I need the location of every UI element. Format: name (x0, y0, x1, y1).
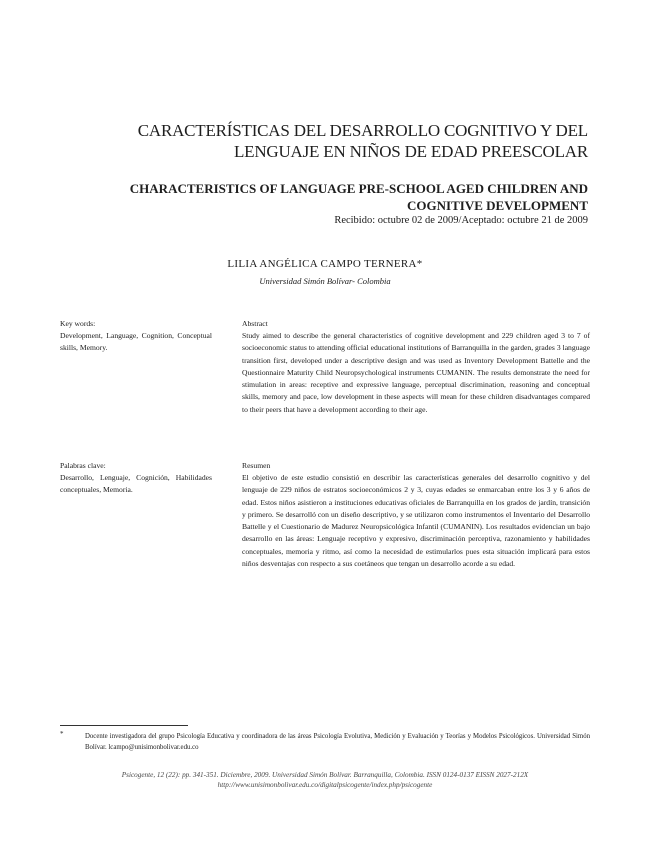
abstract-label: Abstract (242, 319, 268, 328)
author-affiliation: Universidad Simón Bolívar- Colombia (259, 276, 391, 286)
palabras-clave-label: Palabras clave: (60, 461, 106, 470)
title-english: CHARACTERISTICS OF LANGUAGE PRE-SCHOOL AGED CHILDREN AND COGNITIVE DEVELOPMENT (129, 181, 588, 213)
received-accepted-dates: Recibido: octubre 02 de 2009/Aceptado: octubre 21 de 2009 (334, 215, 588, 226)
resumen-text: El objetivo de este estudio consistió en describir las características generales del desarrollo cognitivo y del lenguaje de 229 niños de estratos socioeconómicos 2 y 3, cuyas edades se enmarcaban entre los 3 y 6 años de edad. Estos niños asistieron a instituciones educativas oficiales de Barranquilla en los grados de jardín, transición y primero. Se desarrolló con un diseño descriptivo, y se utilizaron como instrumentos el Inventario del Desarrollo Battelle y el Cuestionario de Madurez Neuropsicológica Infantil (CUMANIN). Los resultados evidencian un bajo desarrollo en las áreas: Lenguaje receptivo y expresivo, discriminación perceptiva, razonamiento y habilidades conceptuales, memoria y ritmo, así como la necesidad de estimularlos pues esta situación implicará para estos niños desventajas con respecto a sus coetáneos que tengan un desarrollo acorde a su edad. (242, 473, 590, 569)
resumen-label: Resumen (242, 461, 271, 470)
footer-url[interactable]: http://www.unisimonbolivar.edu.co/digitalpsicogente/index.php/psicogente (217, 781, 433, 789)
footnote-marker: * (60, 730, 64, 738)
footnote-text: Docente investigadora del grupo Psicología Educativa y coordinadora de las áreas Psicología Evolutiva, Medición y Evaluación y Teorías y Modelos Psicológicos. Universidad Simón Bolívar. lcampo@unisimonbolivar.edu.co (85, 733, 590, 751)
palabras-clave-text: Desarrollo, Lenguaje, Cognición, Habilidades conceptuales, Memoria. (60, 473, 212, 495)
keywords-text: Development, Language, Cognition, Conceptual skills, Memory. (60, 331, 212, 353)
footnote-divider (60, 725, 188, 726)
title-spanish: CARACTERÍSTICAS DEL DESARROLLO COGNITIVO Y DEL LENGUAJE EN NIÑOS DE EDAD PREESCOLAR (137, 121, 588, 161)
footer-citation: Psicogente, 12 (22): pp. 341-351. Diciembre, 2009. Universidad Simón Bolívar. Barranquilla, Colombia. ISSN 0124-0137 EISSN 2027-212X (121, 771, 529, 779)
abstract-text: Study aimed to describe the general characteristics of cognitive development and 229 children aged 3 to 7 of socioeconomic status to attending official educational institutions of Barranquilla in the garden, grades 3 language transition first, developed under a descriptive design and was used as Inventory Development Battelle and the Questionnaire Maturity Child Neuropsychological instruments CUMANIN. The results demonstrate the need for stimulation in areas: receptive and expressive language, perceptual discrimination, reasoning and conceptual skills, memory and pace, low development in these aspects will mean for these children disadvantages compared to their peers that have a development according to their age. (242, 331, 590, 414)
keywords-label: Key words: (60, 319, 96, 328)
author-name: LILIA ANGÉLICA CAMPO TERNERA* (227, 258, 423, 270)
